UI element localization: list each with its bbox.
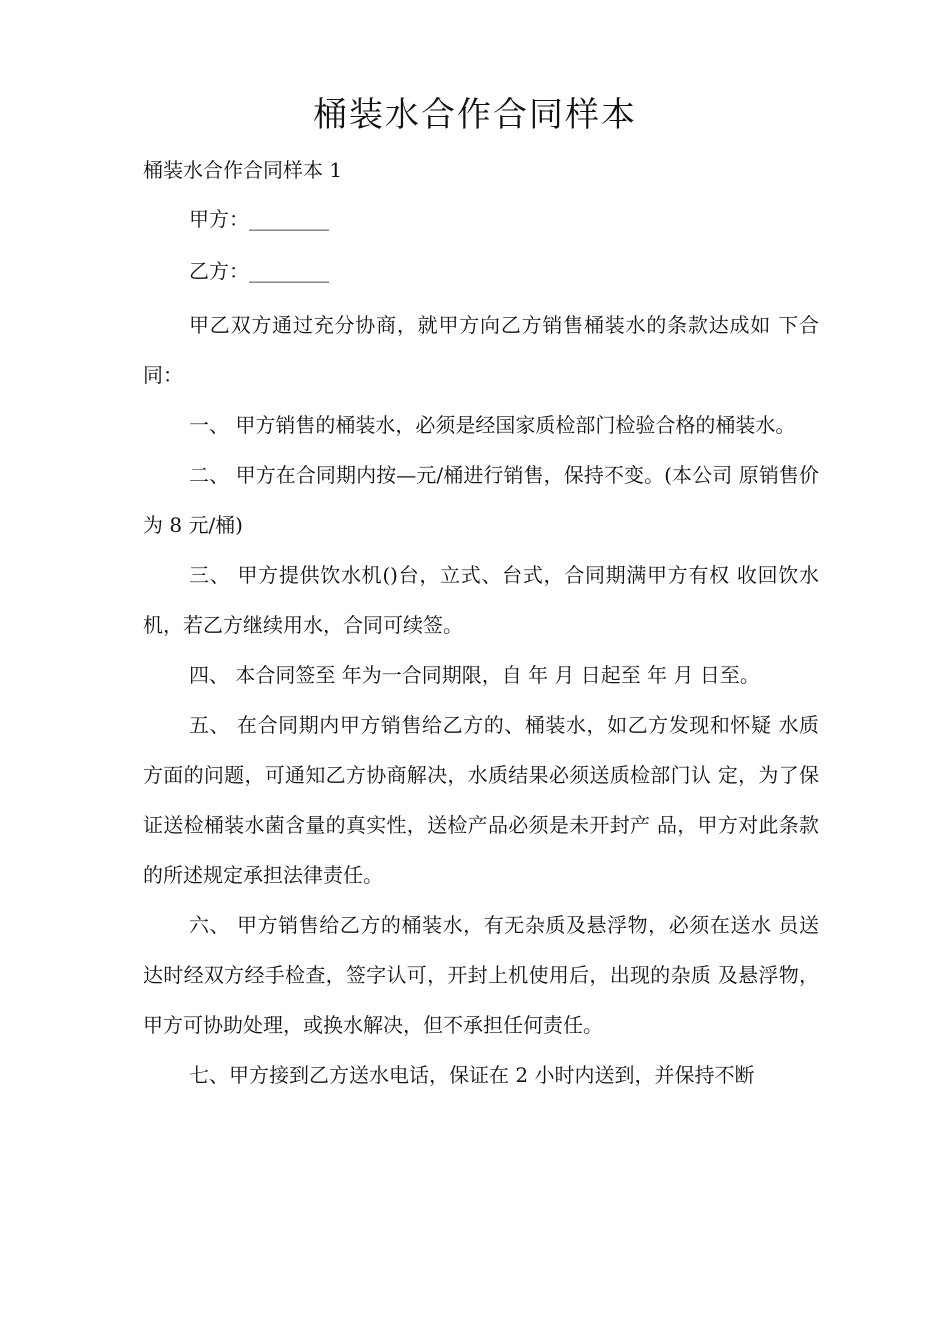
paragraph-clause-1: 一、 甲方销售的桶装水，必须是经国家质检部门检验合格的桶装水。: [189, 413, 796, 437]
document-title: 桶装水合作合同样本: [313, 95, 637, 135]
document-subtitle: 桶装水合作合同样本 1: [143, 158, 343, 182]
paragraph-clause-4: 四、 本合同签至 年为一合同期限，自 年 月 日起至 年 月 日至。: [189, 663, 760, 687]
paragraph-clause-6: 六、 甲方销售给乙方的桶装水，有无杂质及悬浮物，必须在送水 员送达时经双方经手检查，签字认可，开封上机使用后，出现的杂质 及悬浮物，甲方可协助处理，或换水解决，但不承担任何责任。: [143, 913, 819, 1037]
paragraph-intro: 甲乙双方通过充分协商，就甲方向乙方销售桶装水的条款达成如 下合同：: [143, 313, 819, 387]
paragraph-clause-7: 七、甲方接到乙方送水电话，保证在 2 小时内送到，并保持不断: [189, 1063, 755, 1087]
contract-body: [143, 300, 819, 1100]
party-b-line: 乙方：________: [189, 259, 329, 283]
paragraph-clause-2: 二、 甲方在合同期内按—元/桶进行销售，保持不变。(本公司 原销售价为 8 元/桶): [143, 463, 819, 537]
paragraph-clause-3: 三、 甲方提供饮水机()台，立式、台式，合同期满甲方有权 收回饮水机，若乙方继续用水，合同可续签。: [143, 563, 819, 637]
party-a-line: 甲方：________: [189, 207, 329, 231]
paragraph-clause-5: 五、 在合同期内甲方销售给乙方的、桶装水，如乙方发现和怀疑 水质方面的问题，可通知乙方协商解决，水质结果必须送质检部门认 定，为了保证送检桶装水菌含量的真实性，送检产品必须是未开封产 品，甲方对此条款的所述规定承担法律责任。: [143, 713, 819, 887]
